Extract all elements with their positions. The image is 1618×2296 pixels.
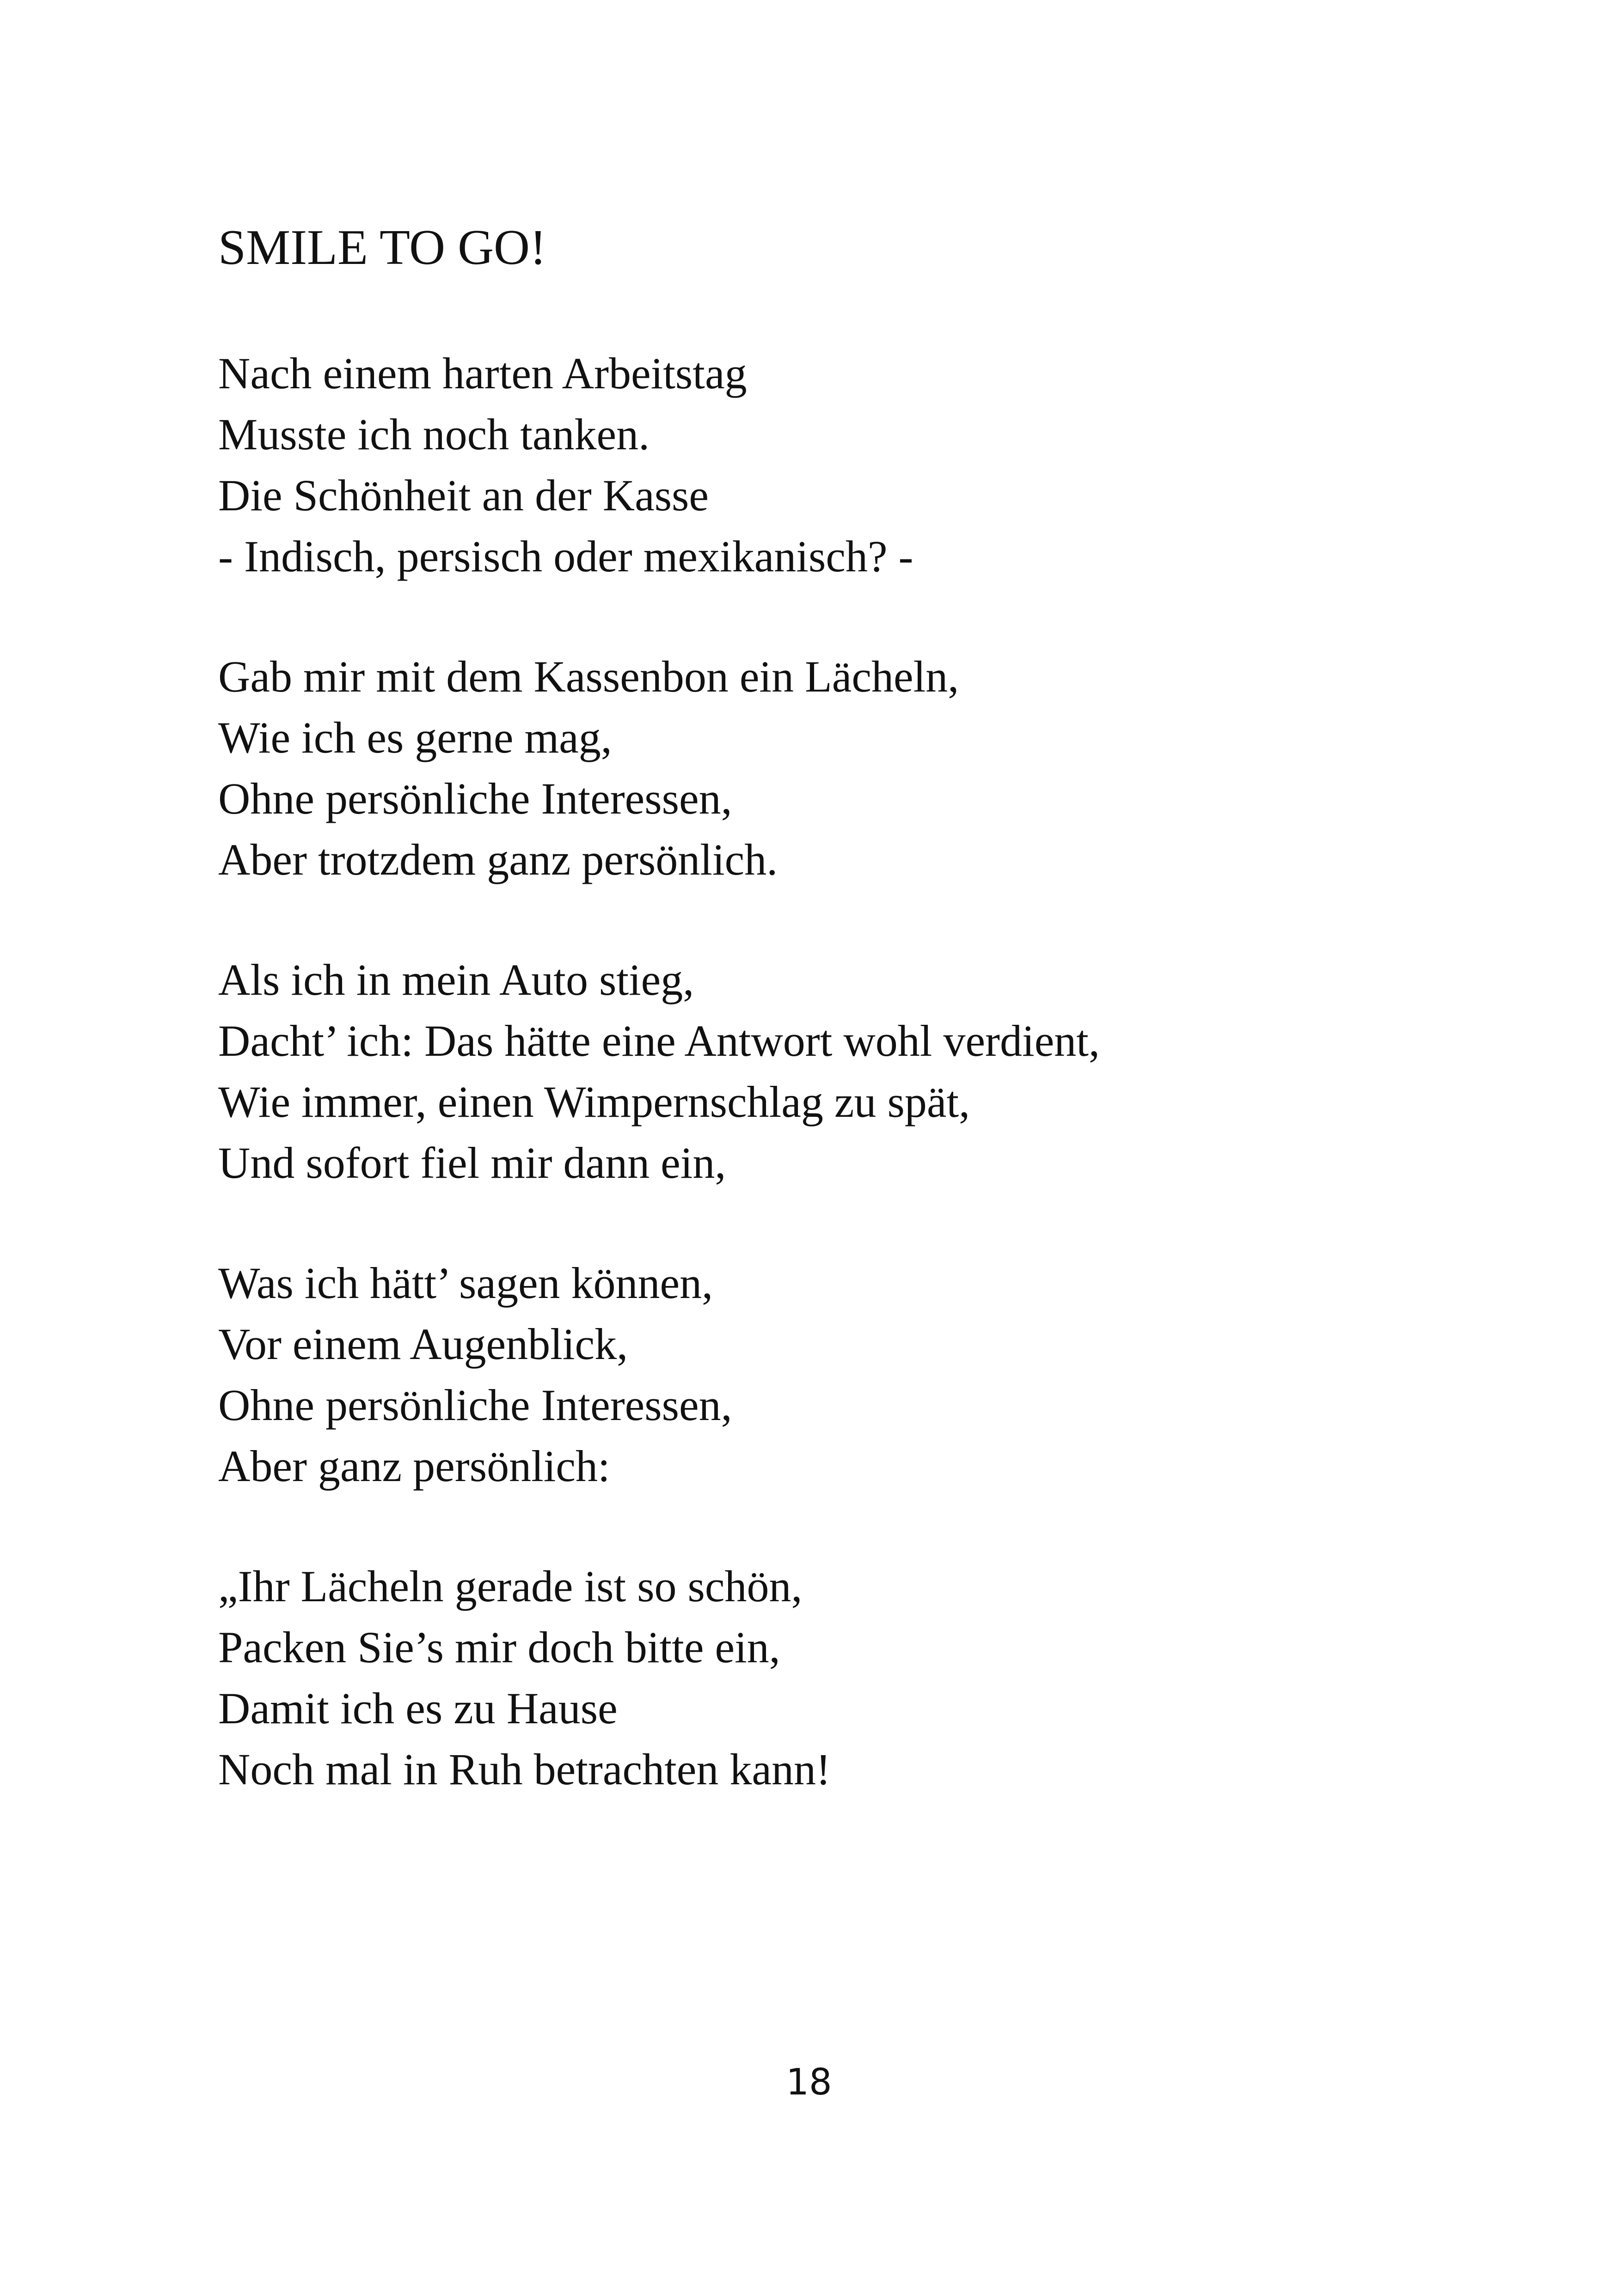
stanza-2	[218, 646, 1466, 890]
poem-title: SMILE TO GO!	[218, 220, 547, 275]
poem-line: Dacht’ ich: Das hätte eine Antwort wohl verdient,	[218, 1016, 1100, 1065]
stanza-5	[218, 1556, 1466, 1800]
poem-line: Packen Sie’s mir doch bitte ein,	[218, 1623, 780, 1672]
poem-line: Vor einem Augenblick,	[218, 1319, 628, 1369]
poem-line: - Indisch, persisch oder mexikanisch? -	[218, 532, 913, 581]
poem-line: Wie immer, einen Wimpernschlag zu spät,	[218, 1077, 970, 1127]
poem-line: Musste ich noch tanken.	[218, 410, 650, 459]
poem-line: Noch mal in Ruh betrachten kann!	[218, 1745, 831, 1794]
poem-line: Gab mir mit dem Kassenbon ein Lächeln,	[218, 652, 959, 701]
stanza-3	[218, 949, 1466, 1194]
poem-line: Nach einem harten Arbeitstag	[218, 349, 747, 398]
poem-line: Als ich in mein Auto stieg,	[218, 955, 694, 1004]
poem-line: Und sofort fiel mir dann ein,	[218, 1138, 726, 1188]
page-number: 18	[786, 2062, 832, 2103]
poem-line: „Ihr Lächeln gerade ist so schön,	[218, 1561, 803, 1611]
poem-line: Ohne persönliche Interessen,	[218, 1380, 732, 1430]
stanza-4	[218, 1253, 1466, 1497]
poem	[218, 217, 1466, 1859]
poem-line: Aber trotzdem ganz persönlich.	[218, 835, 778, 884]
poem-line: Damit ich es zu Hause	[218, 1684, 618, 1733]
poem-line: Die Schönheit an der Kasse	[218, 471, 709, 520]
poem-line: Ohne persönliche Interessen,	[218, 774, 732, 823]
stanza-1	[218, 343, 1466, 587]
poem-line: Wie ich es gerne mag,	[218, 713, 612, 762]
poem-line: Aber ganz persönlich:	[218, 1441, 610, 1491]
poem-line: Was ich hätt’ sagen können,	[218, 1258, 713, 1308]
